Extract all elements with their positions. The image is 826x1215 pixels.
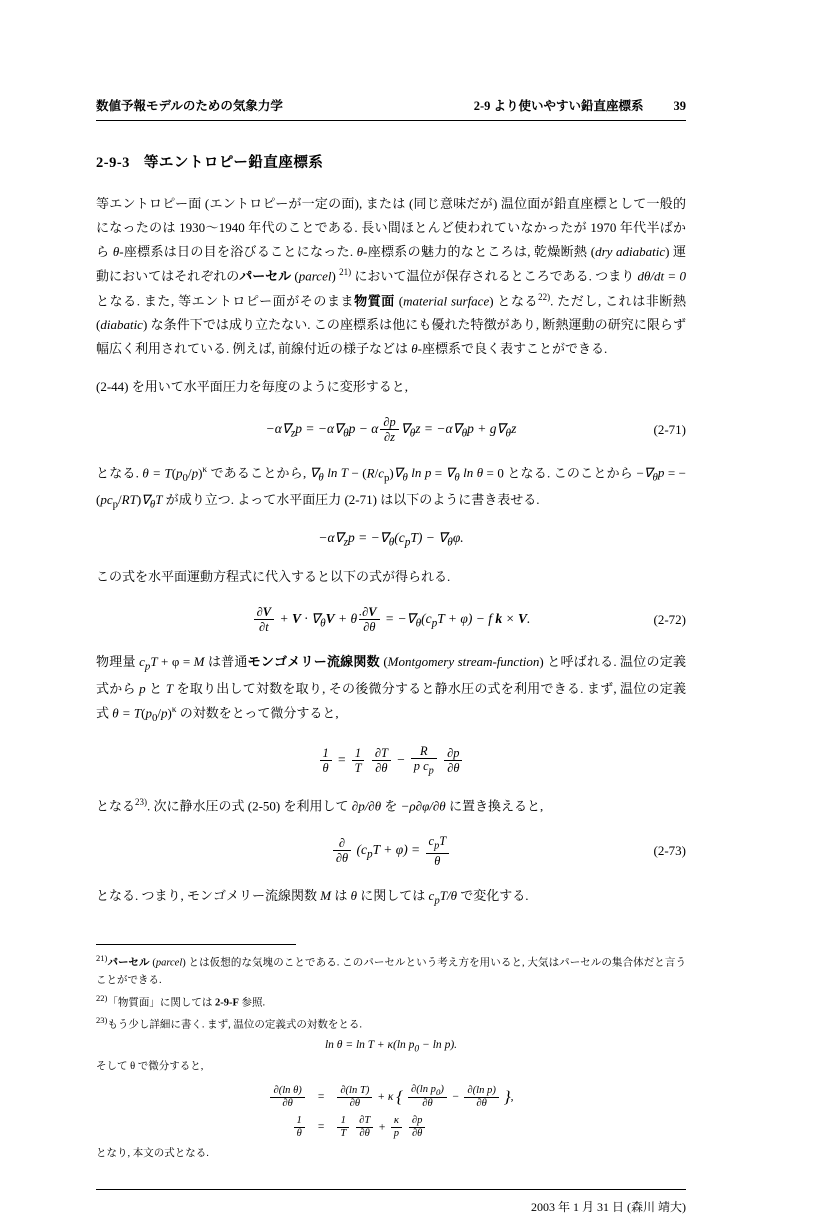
text-run: となる.	[96, 464, 143, 480]
footnote-23-after: そして θ で微分すると,	[96, 1061, 204, 1073]
paragraph-before-271: (2-44) を用いて水平面圧力を毎度のように変形すると,	[96, 378, 408, 394]
text-run: . ただし, これは非断熱 (	[96, 292, 686, 332]
paragraph-after-271: となる. $\theta = T(p_0/p)^\kappa$ であることから, $\nabla_\theta$ $\ln T - (R/c_p)\nabla_\theta$ $\ln p = \nabla_\theta$ ln θ = 0 となる. このことから $-\nabla_\theta p = -(pc_p/RT)\nabla_\theta T$ が成り立つ. よって水平面圧力 (2-71) は以下のように書き表せる.	[96, 463, 686, 511]
footnote-aligned-equations	[265, 1082, 516, 1142]
footer-date-author: 2003 年 1 月 31 日 (森川 靖大)	[531, 1199, 686, 1214]
footnote-mark: 22)	[96, 992, 108, 1003]
footnote-eq-row: $\frac{\text{∂(ln θ)}}{\partial\theta}$ = $\frac{\text{∂(ln T)}}{\partial\theta}$ + κ { $\frac{\partial(\ln p_0)}{\partial\theta}$ − $\frac{\text{∂(ln p)}}{\partial\theta}$ },	[265, 1082, 516, 1112]
equation-unnumbered-2: $\frac{1}{\theta}$ = $\frac{1}{T}$ $\frac{\partial T}{\partial\theta}$ − $\frac{R}{p c_p}$ $\frac{\partial p}{\partial\theta}$	[96, 744, 686, 778]
section-heading	[96, 151, 686, 172]
footnote-ref-22: 22)	[538, 291, 551, 302]
equation-unnumbered-1: $-\alpha\nabla_zp = -\nabla_\theta(c_pT) - \nabla_\theta\varphi$.	[318, 530, 464, 549]
text-run: θ	[112, 244, 120, 260]
text-run: )	[331, 268, 340, 284]
footnote-ref-23: 23)	[135, 796, 148, 807]
text-run: ) と呼ばれる. 温位の定義式から	[96, 654, 686, 697]
paragraph-before-273: となる$^{23)}$. 次に静水圧の式 (2-50) を利用して ∂p/∂θ を −ρ∂φ/∂θ に置き換えると,	[96, 796, 544, 814]
section-title: 等エントロピー鉛直座標系	[143, 155, 324, 171]
paragraph-before-272: この式を水平面運動方程式に代入すると以下の式が得られる.	[96, 568, 451, 584]
running-header	[96, 96, 686, 121]
text-run: Montgomery stream-function	[387, 654, 540, 670]
paragraph-intro	[96, 192, 686, 361]
text-run: parcel	[155, 957, 183, 969]
equation-tag-2-72: (2-72)	[653, 611, 686, 627]
text-run: の対数をとって微分すると,	[176, 705, 339, 721]
equation-2-73: $\frac{\partial}{\partial\theta}$ $(c_pT + \varphi)$ = $\frac{c_pT}{\theta}$ (2-73)	[96, 834, 686, 868]
section-number: 2-9-3	[96, 155, 130, 171]
text-run: -座標系は日の目を浴びることになった.	[119, 244, 357, 260]
equation-tag-2-71: (2-71)	[653, 421, 686, 437]
header-section-ref: 2-9 より使いやすい鉛直座標系	[473, 99, 644, 113]
footnote-21: $^{21)}$パーセル (parcel) とは仮想的な気塊のことである. このパーセルという考え方を用いると, 大気はパーセルの集合体だと言うことができる.	[96, 953, 686, 986]
text-run: となる. つまり, モンゴメリー流線関数	[96, 887, 321, 903]
text-run: を	[381, 798, 401, 814]
text-run: θ	[411, 340, 418, 356]
text-run: dθ/dt = 0	[637, 268, 686, 284]
text-run: は普通	[204, 654, 248, 670]
text-run: パーセル	[239, 268, 292, 284]
text-run: material surface	[403, 292, 490, 308]
text-run: となる. このことから	[503, 464, 637, 480]
text-run: θ	[356, 244, 364, 260]
footnote-mark: 21)	[96, 953, 108, 964]
text-run: に置き換えると,	[445, 798, 544, 814]
equation-tag-2-73: (2-73)	[653, 842, 686, 858]
footnote-22	[96, 992, 686, 1012]
text-run: とは仮想的な気塊のことである. このパーセルという考え方を用いると, 大気はパーセルの集合体だと言うことができる.	[96, 957, 686, 986]
text-run: に関しては	[357, 887, 429, 903]
text-run: θ	[350, 887, 358, 903]
footnote-23-end: となり, 本文の式となる.	[96, 1147, 209, 1159]
text-run: であることから,	[206, 464, 310, 480]
text-run: となる. また, 等エントロピー面がそのまま	[96, 292, 355, 308]
text-run: M	[320, 887, 332, 903]
text-run: モンゴメリー流線関数	[247, 654, 380, 670]
text-run: . 次に静水圧の式 (2-50) を利用して	[147, 798, 352, 814]
text-run: 2-9-F	[214, 997, 239, 1008]
equation-2-71: $-\alpha\nabla_zp = -\alpha\nabla_\theta p - \alpha$ $\frac{\partial p}{\partial z}$ $\nabla_\theta z = -\alpha\nabla_\theta p + g\nabla_\theta z$ (2-71)	[265, 415, 686, 445]
text-run: (	[291, 268, 299, 284]
footnote-mark: 23)	[96, 1014, 108, 1025]
text-run: (	[379, 654, 388, 670]
text-run: と	[145, 681, 166, 697]
footnote-equation-log: ln θ = ln T + κ(ln $p_0 - \ln p$).	[324, 1039, 458, 1055]
text-run: parcel	[298, 268, 332, 284]
text-run: 等エントロピー面 (エントロピーが一定の面), または (同じ意味だが) 温位面が鉛直座標として一般的になったのは 1930〜1940 年代のことである. 長い間ほとんど使われていなかったが 1970 年代半ばから	[96, 196, 686, 260]
footnote-23	[96, 1014, 686, 1034]
text-run: 物質面	[354, 292, 395, 308]
footnote-separator	[96, 944, 296, 945]
footnote-ref-21: 21)	[339, 267, 352, 278]
text-run: 参照.	[238, 997, 266, 1008]
text-run: (	[394, 292, 404, 308]
text-run: を取り出して対数を取り, その後微分すると静水圧の式を利用できる. まず, 温位の定義式	[96, 681, 686, 721]
text-run: もう少し詳細に書く. まず, 温位の定義式の対数をとる.	[107, 1019, 362, 1031]
paragraph-final: となる. つまり, モンゴメリー流線関数 M は θ に関しては $c_pT/\theta$ で変化する.	[96, 887, 529, 907]
equation-2-72: $\frac{\partial V}{\partial t}$ + $V \cdot \nabla_\theta V$ + θ̇ $\frac{\partial V}{\partial\theta}$ = $-\nabla_\theta(c_pT + \varphi) - f$ k × V. (2-72)	[96, 605, 686, 635]
footnote-eq-row: $\frac{1}{\theta}$ = $\frac{1}{T}$ $\frac{\partial T}{\partial\theta}$ + $\frac{\kappa}{p}$ $\frac{\partial p}{\partial\theta}$	[265, 1113, 516, 1142]
text-run: -座標系で良く表すことができる.	[417, 340, 608, 356]
text-run: パーセル	[107, 957, 150, 969]
page-content	[96, 96, 686, 1215]
page-number: 39	[673, 99, 686, 113]
text-run: ) な条件下では成り立たない. この座標系は他にも優れた特徴があり, 断熱運動の研究に限らず幅広く利用されている. 例えば, 前線付近の様子などは	[96, 316, 686, 356]
text-run: は	[331, 887, 351, 903]
text-run: で変化する.	[456, 887, 529, 903]
text-run: dry adiabatic	[595, 244, 666, 260]
text-run: において温位が保存されるところである. つまり	[351, 268, 638, 284]
text-run: c	[428, 887, 435, 903]
paragraph-montgomery: 物理量 $c_pT + \varphi = M$ は普通モンゴメリー流線関数 (Montgomery stream-function) と呼ばれる. 温位の定義式から p と T を取り出して対数を取り, その後微分すると静水圧の式を利用できる. まず, 温位の定義式 $\theta = T(p_0/p)^\kappa$ の対数をとって微分すると,	[96, 654, 686, 725]
text-run: ) 運動においてはそれぞれの	[96, 244, 686, 284]
text-run: -座標系の魅力的なところは, 乾燥断熱 (	[363, 244, 596, 260]
text-run: ) となる	[489, 292, 539, 308]
text-run: となる	[96, 798, 136, 814]
text-run: 物理量	[96, 654, 140, 670]
text-run: が成り立つ. よって水平面圧力 (2-71) は以下のように書き表せる.	[162, 491, 540, 507]
text-run: diabatic	[100, 316, 143, 332]
text-run: 「物質面」に関しては	[107, 997, 215, 1008]
header-book-title: 数値予報モデルのための気象力学	[96, 99, 283, 113]
